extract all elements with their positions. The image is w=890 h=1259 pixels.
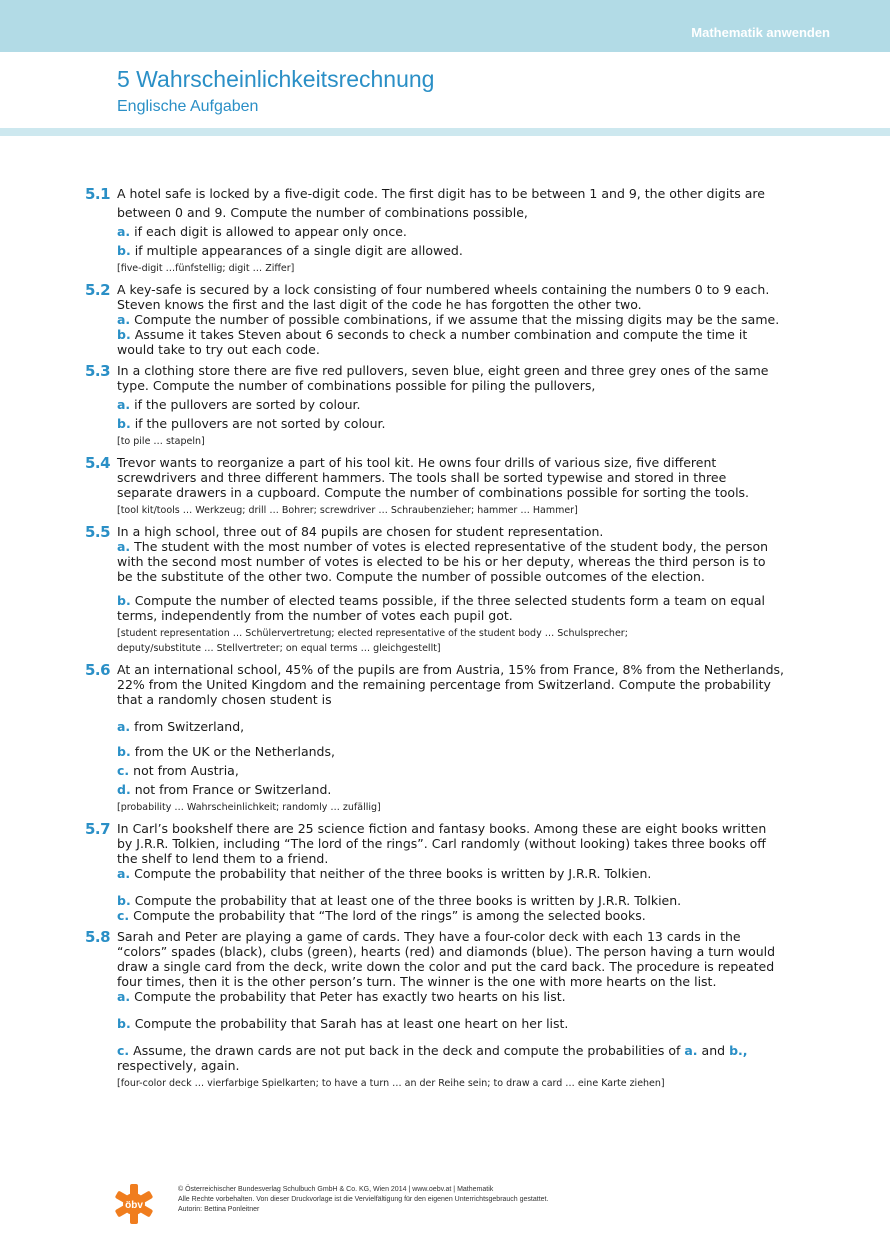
task-5-2 — [0, 282, 787, 357]
subtask — [117, 224, 787, 239]
task-number: 5.4 — [85, 454, 111, 472]
header-divider — [0, 128, 890, 136]
series-label: Mathematik anwenden — [691, 25, 830, 40]
task-number: 5.1 — [85, 185, 111, 203]
subtask-text: Assume, the drawn cards are not put back in the deck and compute the probabilities of — [133, 1043, 681, 1058]
task-number: 5.2 — [85, 281, 111, 299]
footer-rights: Alle Rechte vorbehalten. Von dieser Druckvorlage ist die Vervielfältigung für den eigenen Unterrichtsgebrauch gestattet. — [178, 1196, 549, 1203]
subtask-reference: a. — [684, 1043, 698, 1058]
subtask-text: not from France or Switzerland. — [134, 782, 332, 797]
subtask-text: The student with the most number of votes is elected representative of the student body, the person — [134, 539, 769, 554]
subtask — [117, 893, 787, 908]
subtask-label: a. — [117, 866, 131, 881]
publisher-logo — [114, 1184, 154, 1224]
subtask-text: not from Austria, — [133, 763, 239, 778]
vocabulary-note: deputy/substitute … Stellvertreter; on equal terms … gleichgestellt] — [117, 643, 441, 654]
subtask-text: from the UK or the Netherlands, — [134, 744, 335, 759]
subtask — [117, 397, 787, 412]
task-5-3 — [0, 363, 787, 449]
subtask-text: Compute the probability that neither of the three books is written by J.R.R. Tolkien. — [134, 866, 652, 881]
task-5-8 — [0, 929, 787, 1091]
subtask-text: Compute the probability that “The lord of the rings” is among the selected books. — [133, 908, 646, 923]
task-number: 5.8 — [85, 928, 111, 946]
task-5-1 — [0, 186, 787, 276]
vocabulary-note: [tool kit/tools … Werkzeug; drill … Bohrer; screwdriver … Schraubenzieher; hammer … Hammer] — [117, 505, 578, 516]
subtask-text: and — [701, 1043, 726, 1058]
subtask-label: a. — [117, 989, 131, 1004]
task-number: 5.6 — [85, 661, 111, 679]
subtask-text: Assume it takes Steven about 6 seconds to check a number combination and compute the time it — [134, 327, 748, 342]
subtask-text: if the pullovers are sorted by colour. — [134, 397, 361, 412]
subtask-label: a. — [117, 397, 131, 412]
subtask-text: would take to try out each code. — [117, 342, 320, 357]
task-text: 22% from the United Kingdom and the remaining percentage from Switzerland. Compute the probability — [117, 677, 771, 692]
task-text: type. Compute the number of combinations possible for piling the pullovers, — [117, 378, 596, 393]
subtask-label: a. — [117, 539, 131, 554]
subtask-text: Compute the number of possible combinations, if we assume that the missing digits may be the same. — [134, 312, 780, 327]
task-5-6 — [0, 662, 787, 815]
task-text: In a clothing store there are five red pullovers, seven blue, eight green and three grey ones of the same — [117, 363, 769, 378]
subtask-label: d. — [117, 782, 131, 797]
task-number: 5.7 — [85, 820, 111, 838]
subtask-text: with the second most number of votes is elected to be his or her deputy, whereas the third person is to — [117, 554, 766, 569]
subtask-label: b. — [117, 1016, 131, 1031]
subtask-label: a. — [117, 312, 131, 327]
task-5-5 — [0, 524, 787, 656]
task-text: In a high school, three out of 84 pupils are chosen for student representation. — [117, 524, 604, 539]
task-5-4 — [0, 455, 787, 518]
subtask — [117, 908, 787, 923]
task-text: At an international school, 45% of the pupils are from Austria, 15% from France, 8% from the Netherlands, — [117, 662, 785, 677]
task-text: by J.R.R. Tolkien, including “The lord of the rings”. Carl randomly (without looking) takes three books off — [117, 836, 766, 851]
task-text: that a randomly chosen student is — [117, 692, 332, 707]
task-text: between 0 and 9. Compute the number of combinations possible, — [117, 205, 528, 220]
task-text: Steven knows the first and the last digit of the code he has forgotten the other two. — [117, 297, 642, 312]
subtask-text: terms, independently from the number of votes each pupil got. — [117, 608, 513, 623]
subtask-label: a. — [117, 224, 131, 239]
subtask-label: a. — [117, 719, 131, 734]
subtask — [117, 539, 787, 554]
subtask — [117, 763, 787, 778]
subtask-text: Compute the probability that Sarah has at least one heart on her list. — [134, 1016, 569, 1031]
task-number: 5.3 — [85, 362, 111, 380]
task-text: Sarah and Peter are playing a game of cards. They have a four-color deck with each 13 cards in the — [117, 929, 741, 944]
subtask-text: respectively, again. — [117, 1058, 240, 1073]
subtask-label: b. — [117, 893, 131, 908]
subtask-text: be the substitute of the other two. Compute the number of possible outcomes of the election. — [117, 569, 705, 584]
vocabulary-note: [four-color deck … vierfarbige Spielkarten; to have a turn … an der Reihe sein; to draw a card … eine Karte ziehen] — [117, 1078, 665, 1089]
subtask-reference: b., — [729, 1043, 748, 1058]
vocabulary-note: [five-digit …fünfstellig; digit … Ziffer] — [117, 263, 295, 274]
task-number: 5.5 — [85, 523, 111, 541]
vocabulary-note: [probability … Wahrscheinlichkeit; randomly … zufällig] — [117, 802, 381, 813]
subtask-text: Compute the probability that Peter has exactly two hearts on his list. — [134, 989, 566, 1004]
subtask — [117, 744, 787, 759]
subtask — [117, 312, 787, 327]
task-text: A key-safe is secured by a lock consisting of four numbered wheels containing the numbers 0 to 9 each. — [117, 282, 770, 297]
vocabulary-note: [student representation … Schülervertretung; elected representative of the student body … Schulsprecher; — [117, 628, 628, 639]
subtask-text: Compute the number of elected teams possible, if the three selected students form a team on equal — [134, 593, 765, 608]
subtask-label: b. — [117, 327, 131, 342]
subtask-label: b. — [117, 416, 131, 431]
task-text: draw a single card from the deck, write down the color and put the card back. The procedure is repeated — [117, 959, 775, 974]
subtask — [117, 866, 787, 881]
subtask-label: b. — [117, 593, 131, 608]
subtask-text: Compute the probability that at least one of the three books is written by J.R.R. Tolkien. — [134, 893, 682, 908]
subtask — [117, 1043, 787, 1058]
task-text: the shelf to lend them to a friend. — [117, 851, 329, 866]
subtask — [117, 243, 787, 258]
subtask-label: b. — [117, 243, 131, 258]
subtask — [117, 593, 787, 608]
subtask-text: from Switzerland, — [134, 719, 245, 734]
footer-author: Autorin: Bettina Ponleitner — [178, 1206, 260, 1213]
subtask-text: if the pullovers are not sorted by colour. — [134, 416, 386, 431]
footer-copyright: © Österreichischer Bundesverlag Schulbuch GmbH & Co. KG, Wien 2014 | www.oebv.at | Mathematik — [178, 1186, 494, 1193]
task-5-7 — [0, 821, 787, 923]
page-subtitle: Englische Aufgaben — [117, 98, 259, 115]
subtask — [117, 719, 787, 734]
subtask — [117, 327, 787, 342]
subtask — [117, 989, 787, 1004]
subtask — [117, 416, 787, 431]
subtask-label: c. — [117, 1043, 130, 1058]
subtask — [117, 1016, 787, 1031]
header-band — [0, 0, 890, 52]
task-text: Trevor wants to reorganize a part of his tool kit. He owns four drills of various size, five different — [117, 455, 717, 470]
subtask-label: b. — [117, 744, 131, 759]
subtask-text: if each digit is allowed to appear only once. — [134, 224, 407, 239]
task-text: “colors” spades (black), clubs (green), hearts (red) and diamonds (blue). The person having a turn would — [117, 944, 776, 959]
subtask — [117, 782, 787, 797]
footer — [178, 1185, 548, 1215]
task-text: four times, then it is the other person’s turn. The winner is the one with more hearts on the list. — [117, 974, 717, 989]
subtask-text: if multiple appearances of a single digit are allowed. — [134, 243, 463, 258]
subtask-label: c. — [117, 763, 130, 778]
task-text: separate drawers in a cupboard. Compute the number of combinations possible for sorting the tools. — [117, 485, 750, 500]
task-text: screwdrivers and three different hammers. The tools shall be sorted typewise and stored in three — [117, 470, 727, 485]
task-list — [0, 186, 890, 1097]
page-title: 5 Wahrscheinlichkeitsrechnung — [117, 66, 435, 92]
vocabulary-note: [to pile … stapeln] — [117, 436, 205, 447]
task-text: A hotel safe is locked by a five-digit code. The first digit has to be between 1 and 9, the other digits are — [117, 186, 765, 201]
subtask-label: c. — [117, 908, 130, 923]
logo-text: öbv — [125, 1200, 143, 1211]
task-text: In Carl’s bookshelf there are 25 science fiction and fantasy books. Among these are eight books written — [117, 821, 767, 836]
